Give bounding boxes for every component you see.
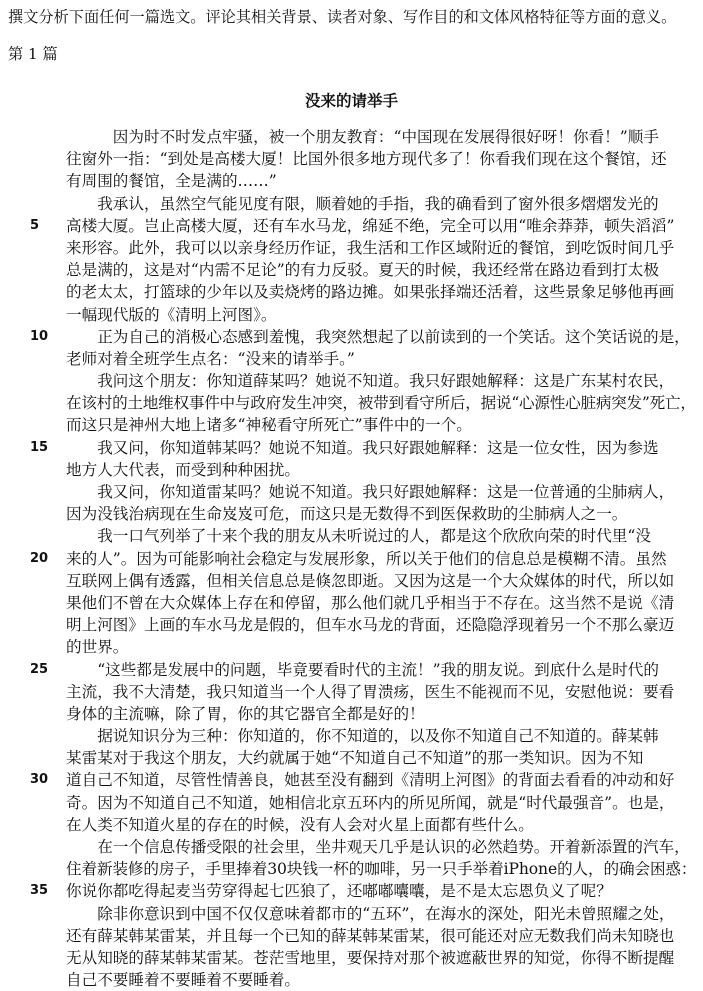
line-text: 在一个信息传播受限的社会里，坐井观天几乎是认识的必然趋势。开着新添置的汽车， bbox=[97, 838, 690, 856]
article-line bbox=[0, 193, 703, 215]
article-line bbox=[0, 570, 703, 592]
article-line bbox=[0, 370, 703, 392]
article-line bbox=[0, 148, 703, 170]
article-line bbox=[0, 747, 703, 769]
line-text: 道自己不知道，尽管性情善良，她甚至没有翻到《清明上河图》的背面去看看的冲动和好 bbox=[66, 771, 675, 790]
line-number: 20 bbox=[30, 550, 49, 566]
article-line bbox=[0, 548, 703, 570]
line-text: 因为没钱治病现在生命岌岌可危，而这只是无数得不到医保救助的尘肺病人之一。 bbox=[66, 505, 628, 524]
article-line bbox=[0, 880, 703, 902]
line-text: 无从知晓的薛某韩某雷某。苍茫雪地里，要保持对那个被遮蔽世界的知觉，你得不断提醒 bbox=[66, 948, 675, 967]
article-line bbox=[0, 348, 703, 370]
article-line bbox=[0, 814, 703, 836]
line-text: 互联网上偶有透露，但相关信息总是倏忽即逝。又因为这是一个大众媒体的时代，所以如 bbox=[66, 571, 675, 590]
line-text: 而这只是神州大地上诸多“神秘看守所死亡”事件中的一个。 bbox=[66, 416, 472, 435]
article-line bbox=[0, 659, 703, 681]
article-line bbox=[0, 681, 703, 703]
line-text: 一幅现代版的《清明上河图》。 bbox=[66, 305, 277, 324]
line-text: 的世界。 bbox=[66, 638, 129, 657]
line-number: 10 bbox=[30, 328, 49, 344]
article-line bbox=[0, 281, 703, 303]
line-text: 奇。因为不知道自己不知道，她相信北京五环内的所见所闻，就是“时代最强音”。也是， bbox=[66, 793, 675, 812]
article-line bbox=[0, 703, 703, 725]
line-text: 果他们不曾在大众媒体上存在和停留，那么他们就几乎相当于不存在。这当然不是说《清 bbox=[66, 593, 675, 612]
line-text: 我又问，你知道雷某吗？她说不知道。我只好跟她解释：这是一位普通的尘肺病人， bbox=[97, 483, 675, 501]
line-number: 15 bbox=[30, 439, 49, 455]
article-line bbox=[0, 459, 703, 481]
article-line bbox=[0, 414, 703, 436]
line-text: 我承认，虽然空气能见度有限，顺着她的手指，我的确看到了窗外很多熠熠发光的 bbox=[97, 194, 659, 213]
line-text: 你说你都吃得起麦当劳穿得起七匹狼了，还嘟嘟囔囔，是不是太忘恩负义了呢？ bbox=[66, 882, 612, 901]
line-text: 某雷某对于我这个朋友，大约就属于她“不知道自己不知道”的那一类知识。因为不知 bbox=[66, 749, 644, 768]
article-line bbox=[0, 858, 703, 880]
article-line bbox=[0, 592, 703, 614]
article-line bbox=[0, 725, 703, 747]
article-line bbox=[0, 215, 703, 237]
article-line bbox=[0, 636, 703, 658]
line-number: 5 bbox=[30, 217, 40, 233]
article-line bbox=[0, 170, 703, 192]
assignment-prompt: 撰文分析下面任何一篇选文。评论其相关背景、读者对象、写作目的和文体风格特征等方面的意义。 bbox=[8, 8, 677, 26]
article-line bbox=[0, 969, 703, 991]
article-line bbox=[0, 304, 703, 326]
line-text: 高楼大厦。岂止高楼大厦，还有车水马龙，绵延不绝，完全可以用“唯余莽莽，顿失滔滔” bbox=[66, 216, 675, 235]
line-text: 总是满的，这是对“内需不足论”的有力反驳。夏天的时候，我还经常在路边看到打太极 bbox=[66, 261, 659, 280]
article-line bbox=[0, 903, 703, 925]
article-line bbox=[0, 769, 703, 791]
line-text: 有周围的餐馆，全是满的……” bbox=[66, 172, 277, 191]
article-body bbox=[0, 126, 703, 991]
article-line bbox=[0, 326, 703, 348]
article-line bbox=[0, 792, 703, 814]
line-text: 在该村的土地维权事件中与政府发生冲突，被带到看守所后，据说“心源性心脏病突发”死亡， bbox=[66, 394, 696, 413]
line-text: 在人类不知道火星的存在的时候，没有人会对火星上面都有些什么。 bbox=[66, 815, 534, 834]
line-text: 据说知识分为三种：你知道的，你不知道的，以及你不知道自己不知道的。薛某韩 bbox=[97, 727, 659, 746]
line-text: 明上河图》上画的车水马龙是假的，但车水马龙的背面，还隐隐浮现着另一个不那么豪迈 bbox=[66, 616, 675, 635]
line-text: 除非你意识到中国不仅仅意味着都市的“五环”，在海水的深处，阳光未曾照耀之处， bbox=[97, 904, 675, 923]
line-text: 正为自己的消极心态感到羞愧，我突然想起了以前读到的一个笑话。这个笑话说的是， bbox=[97, 327, 690, 346]
line-text: 往窗外一指：“到处是高楼大厦！比国外很多地方现代多了！你看我们现在这个餐馆，还 bbox=[66, 150, 667, 169]
article-line bbox=[0, 614, 703, 636]
line-text: 住着新装修的房子，手里捧着30块钱一杯的咖啡，另一只手举着iPhone的人，的确会困惑： bbox=[66, 860, 697, 879]
article-line bbox=[0, 259, 703, 281]
line-text: 我又问，你知道韩某吗？她说不知道。我只好跟她解释：这是一位女性，因为参选 bbox=[97, 438, 659, 457]
article-line bbox=[0, 437, 703, 459]
article-line bbox=[0, 925, 703, 947]
line-text: 自己不要睡着不要睡着不要睡着。 bbox=[66, 971, 300, 990]
line-number: 35 bbox=[30, 883, 49, 899]
line-text: 身体的主流嘛，除了胃，你的其它器官全都是好的！ bbox=[66, 704, 425, 723]
line-text: 来形容。此外，我可以以亲身经历作证，我生活和工作区域附近的餐馆，到吃饭时间几乎 bbox=[66, 238, 675, 257]
line-number: 25 bbox=[30, 661, 49, 677]
article-line bbox=[0, 503, 703, 525]
line-text: 我问这个朋友：你知道薛某吗？她说不知道。我只好跟她解释：这是广东某村农民， bbox=[97, 372, 675, 391]
article-line bbox=[0, 947, 703, 969]
line-text: 主流，我不大清楚，我只知道当一个人得了胃溃疡，医生不能视而不见，安慰他说：要看 bbox=[66, 682, 675, 701]
line-text: 的老太太，打篮球的少年以及卖烧烤的路边摊。如果张择端还活着，这些景象足够他再画 bbox=[66, 283, 675, 302]
line-number: 30 bbox=[30, 772, 49, 788]
line-text: 我一口气列举了十来个我的朋友从未听说过的人，都是这个欣欣向荣的时代里“没 bbox=[97, 527, 651, 546]
line-text: 还有薛某韩某雷某，并且每一个已知的薛某韩某雷某，很可能还对应无数我们尚未知晓也 bbox=[66, 926, 675, 945]
line-text: 因为时不时发点牢骚，被一个朋友教育：“中国现在发展得很好呀！你看！”顺手 bbox=[112, 128, 659, 146]
section-label: 第 1 篇 bbox=[8, 45, 58, 63]
article-line bbox=[0, 392, 703, 414]
article-line bbox=[0, 126, 703, 148]
line-text: “这些都是发展中的问题，毕竟要看时代的主流！”我的朋友说。到底什么是时代的 bbox=[97, 660, 659, 679]
line-text: 来的人”。因为可能影响社会稳定与发展形象，所以关于他们的信息总是模糊不清。虽然 bbox=[66, 549, 667, 568]
line-text: 老师对着全班学生点名：“没来的请举手。” bbox=[66, 349, 355, 368]
article-line bbox=[0, 237, 703, 259]
article-line bbox=[0, 525, 703, 547]
article-line bbox=[0, 481, 703, 503]
article-line bbox=[0, 836, 703, 858]
line-text: 地方人大代表，而受到种种困扰。 bbox=[66, 460, 300, 479]
article-title: 没来的请举手 bbox=[304, 92, 398, 110]
